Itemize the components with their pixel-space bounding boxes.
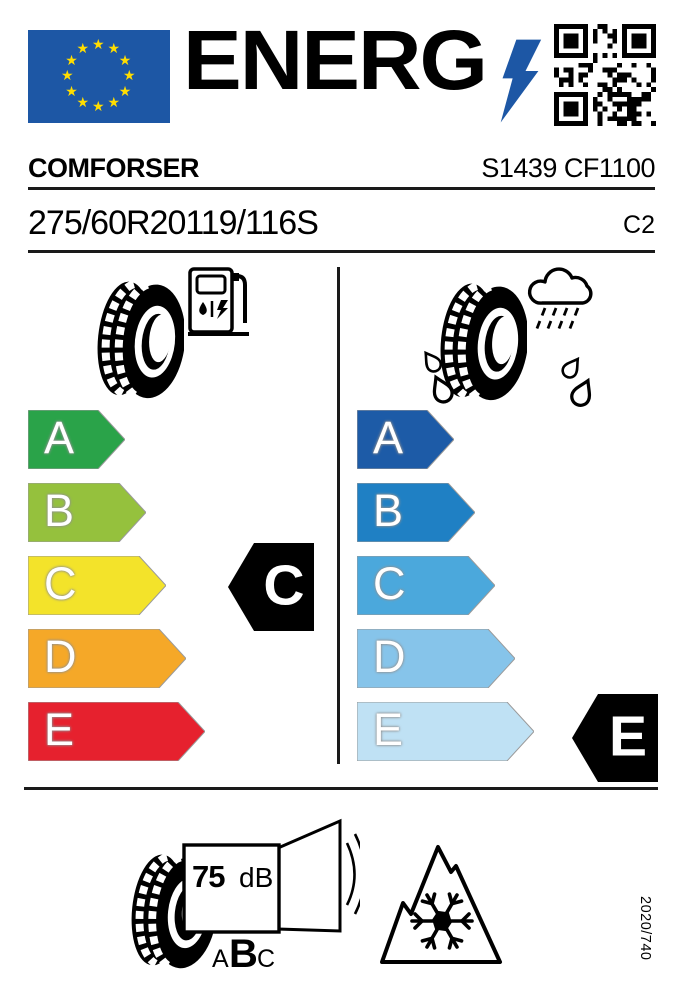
wet-grip-grade-D xyxy=(357,629,515,688)
grade-letter: B xyxy=(373,484,404,536)
rolling-resistance-grade-A xyxy=(28,410,125,469)
grade-letter: C xyxy=(373,557,406,609)
lightning-bolt-icon xyxy=(497,36,543,128)
grade-letter: C xyxy=(44,557,77,609)
eu-star-icon: ★ xyxy=(65,82,78,99)
eu-star-icon: ★ xyxy=(107,40,121,57)
brand-name: COMFORSER xyxy=(28,153,199,183)
grade-letter: E xyxy=(373,703,404,755)
eu-star-icon: ★ xyxy=(92,36,105,52)
divider-line xyxy=(28,250,655,253)
noise-unit: dB xyxy=(239,862,274,893)
eu-star-icon: ★ xyxy=(76,93,90,110)
water-splash-icon xyxy=(412,345,622,415)
tyre-icon xyxy=(94,280,184,400)
grade-letter: D xyxy=(44,630,77,682)
wet-grip-rating-letter: E xyxy=(608,704,648,769)
eu-star-icon: ★ xyxy=(107,93,121,110)
eu-star-icon: ★ xyxy=(65,51,78,68)
noise-class-A: A xyxy=(212,945,229,973)
rolling-resistance-rating xyxy=(228,543,314,631)
fuel-pump-icon xyxy=(187,263,253,345)
wet-grip-grade-C xyxy=(357,556,495,615)
rolling-resistance-grade-C xyxy=(28,556,166,615)
noise-class-letters xyxy=(210,927,300,976)
noise-class-C: C xyxy=(257,945,276,973)
eu-star-icon: ★ xyxy=(123,67,136,83)
wet-grip-rating xyxy=(572,694,658,782)
eu-star-icon: ★ xyxy=(76,40,90,57)
qr-code xyxy=(554,24,656,126)
rolling-resistance-grade-B xyxy=(28,483,146,542)
rolling-resistance-rating-letter: C xyxy=(263,553,305,618)
eu-star-icon: ★ xyxy=(118,51,132,68)
grade-letter: A xyxy=(373,411,404,463)
snowflake-mountain-icon xyxy=(378,840,506,968)
wet-grip-grade-A xyxy=(357,410,454,469)
noise-class-B-selected: B xyxy=(229,932,258,976)
energy-logo-text: ENERG xyxy=(183,12,486,108)
grade-letter: B xyxy=(44,484,75,536)
rolling-resistance-grade-D xyxy=(28,629,186,688)
grade-letter: D xyxy=(373,630,406,682)
regulation-number: 2020/740 xyxy=(637,896,653,961)
grade-letter: A xyxy=(44,411,75,463)
tyre-size: 275/60R20119/116S xyxy=(28,204,318,242)
rain-cloud-icon xyxy=(520,261,600,337)
divider-line xyxy=(24,787,658,790)
wet-grip-grade-B xyxy=(357,483,475,542)
rolling-resistance-grade-E xyxy=(28,702,205,761)
column-divider xyxy=(337,267,340,764)
eu-flag xyxy=(28,30,170,123)
eu-star-icon: ★ xyxy=(61,67,74,83)
grade-letter: E xyxy=(44,703,75,755)
model-code: S1439 CF1100 xyxy=(481,153,655,183)
noise-value: 75 xyxy=(192,859,225,894)
eu-star-icon: ★ xyxy=(92,98,105,114)
wet-grip-grade-E xyxy=(357,702,534,761)
eu-star-icon: ★ xyxy=(118,82,132,99)
divider-line xyxy=(28,187,655,190)
tyre-class: C2 xyxy=(623,211,655,239)
